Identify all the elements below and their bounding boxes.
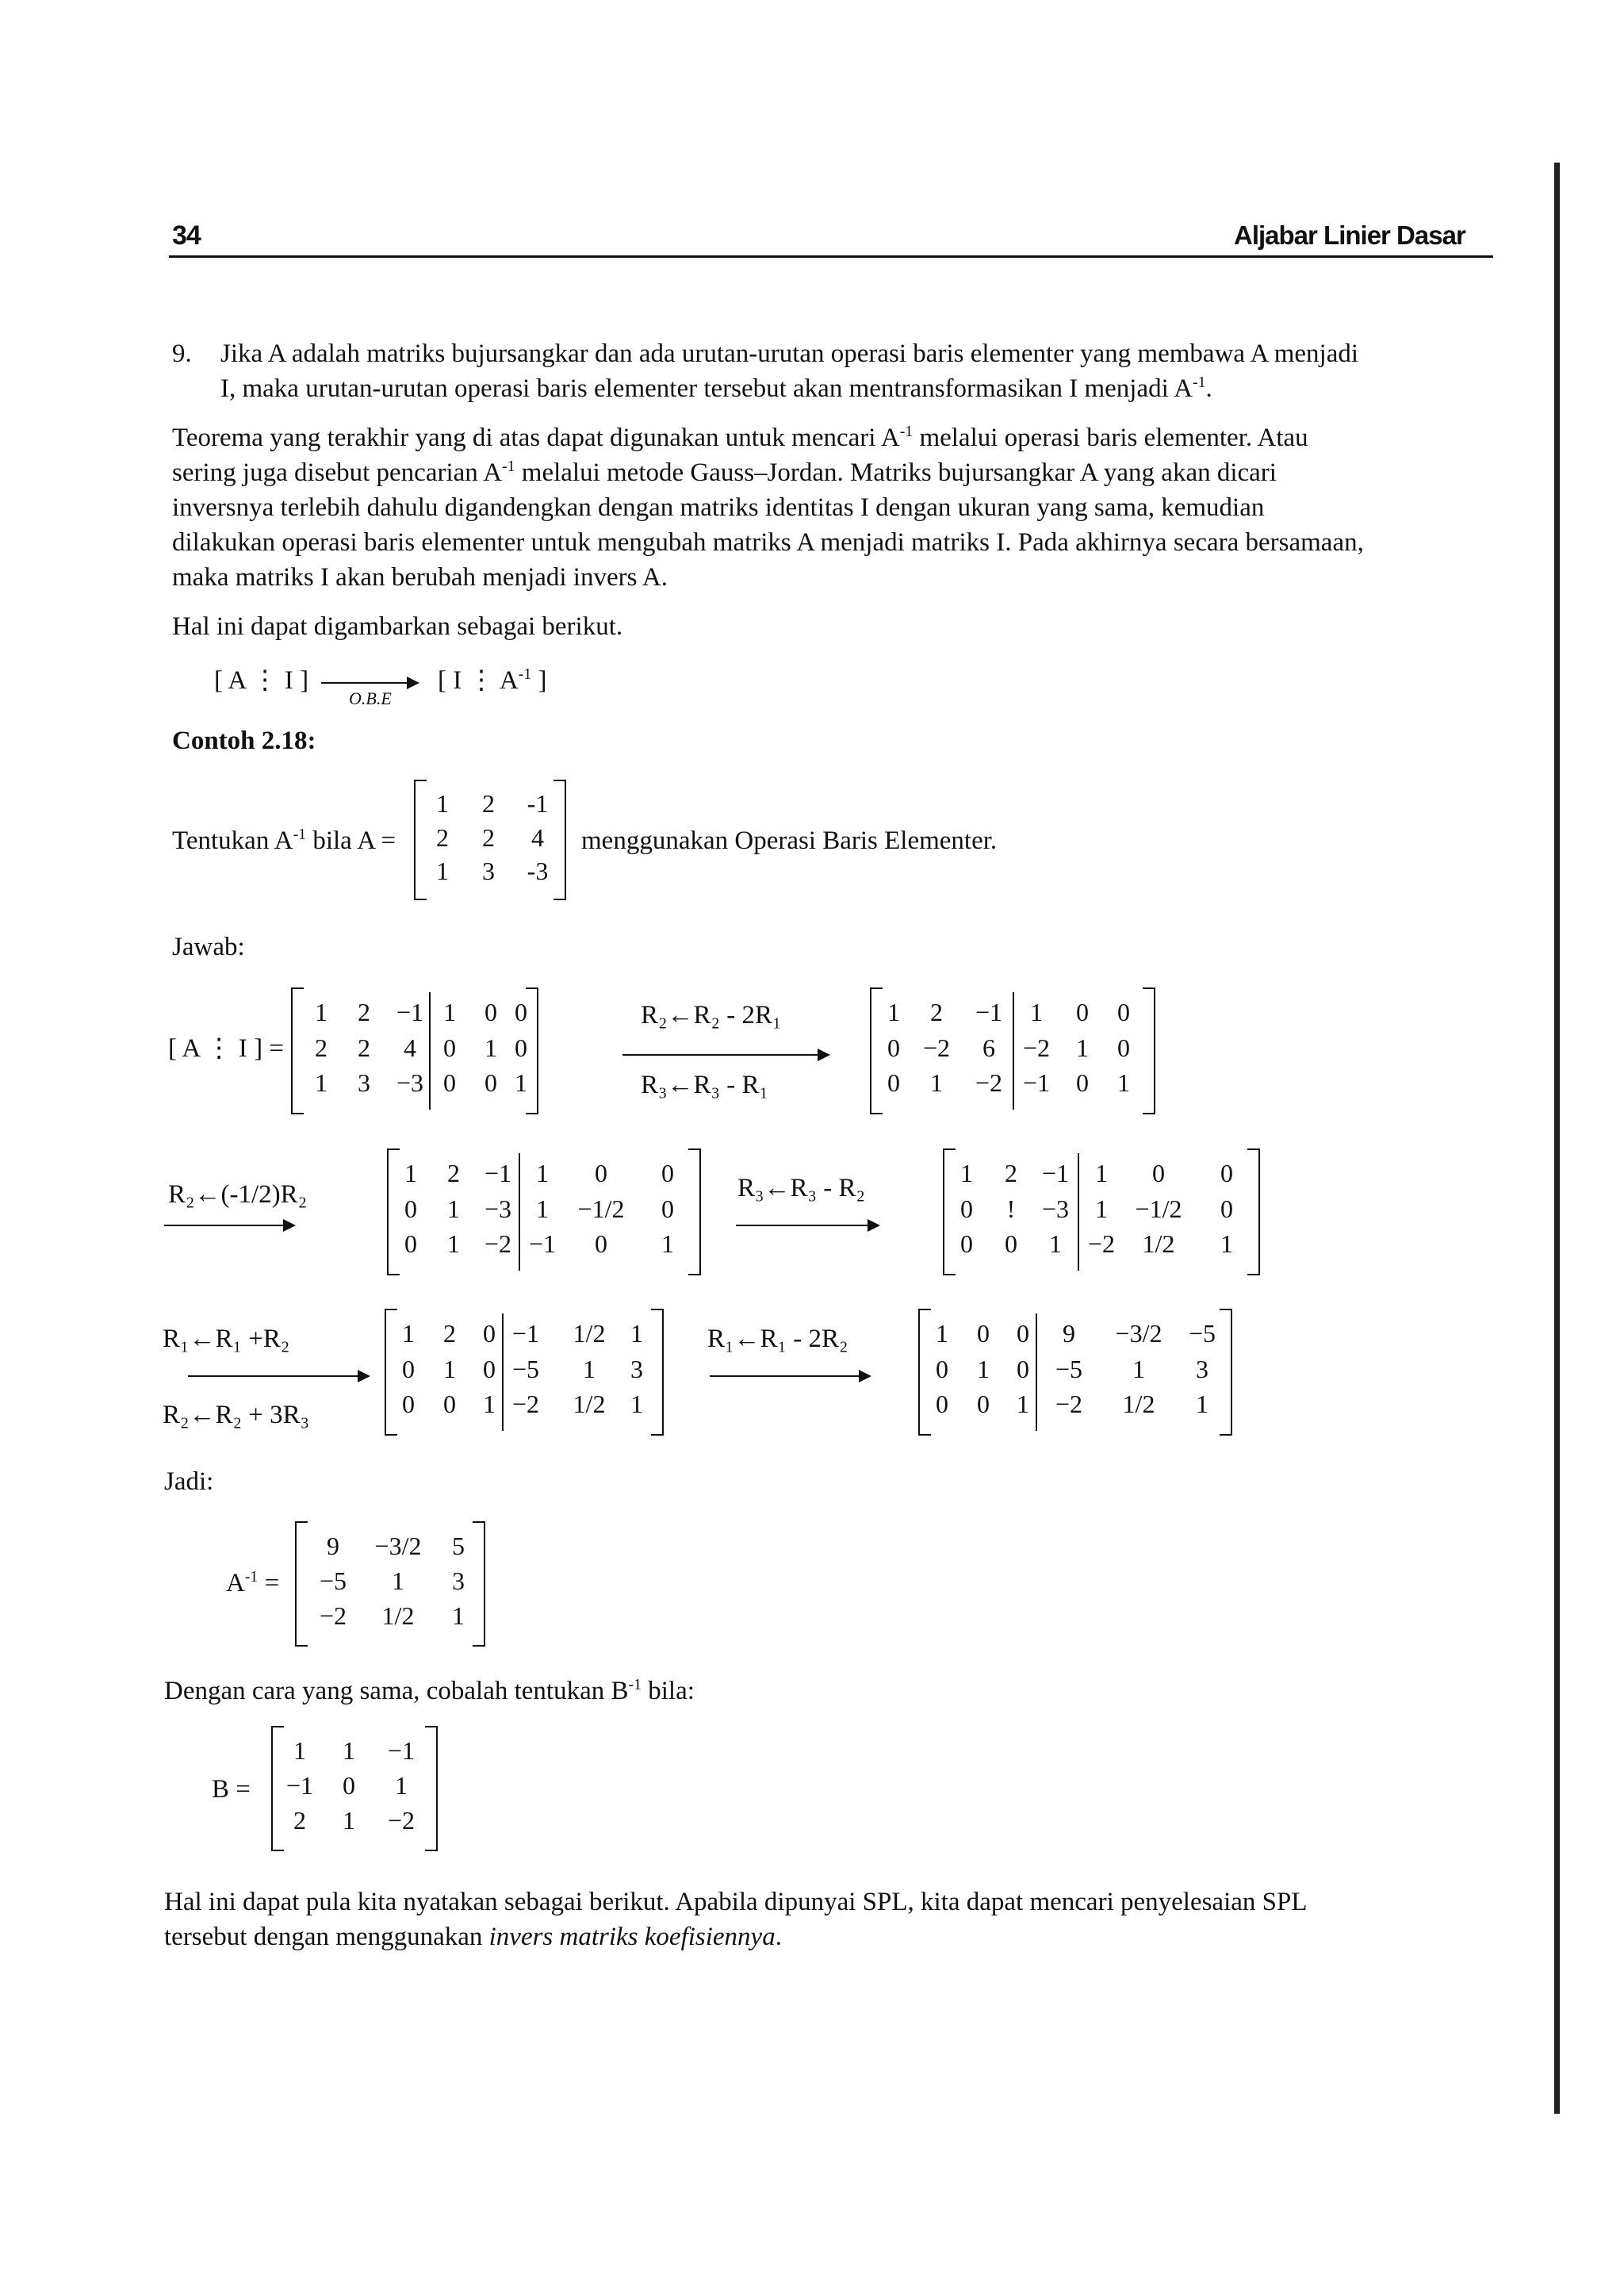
matrix-cell: 1 [583, 1354, 596, 1383]
matrix-b [271, 1726, 438, 1851]
matrix-cell: −3/2 [1115, 1318, 1162, 1348]
step4-arrow [188, 1375, 367, 1377]
exercise-text: Dengan cara yang sama, cobalah tentukan $B^{-1}$ bila: [164, 1676, 695, 1705]
matrix-cell: −1/2 [577, 1194, 625, 1223]
matrix-cell: 6 [982, 1033, 995, 1062]
matrix-cell: 0 [402, 1354, 415, 1383]
augmented-label: [ A ⋮ I ] = [168, 1034, 285, 1063]
matrix-cell: 2 [482, 789, 495, 819]
matrix-cell: 5 [452, 1531, 465, 1560]
matrix-cell: −2 [511, 1390, 540, 1419]
matrix-cell: −3 [396, 1068, 424, 1098]
matrix-cell: 3 [1196, 1354, 1208, 1383]
matrix-cell: −1 [387, 1735, 416, 1765]
matrix-cell: 2 [358, 1033, 370, 1062]
matrix-cell: 1 [1095, 1194, 1108, 1223]
scheme-right: [ I ⋮ $A^{-1}$ ] [438, 665, 547, 695]
inverse-matrix [295, 1521, 485, 1647]
inverse-label: $A^{-1}$ = [226, 1568, 280, 1597]
page-edge-shadow [1554, 163, 1560, 2114]
matrix-cell: 1 [447, 1229, 460, 1259]
matrix-cell: −1 [511, 1318, 540, 1348]
matrix-cell: 0 [1220, 1194, 1233, 1223]
matrix-cell: 1 [1095, 1158, 1108, 1187]
matrix-cell: 0 [887, 1068, 900, 1098]
page-number: 34 [172, 220, 201, 251]
matrix-cell: 1 [402, 1318, 415, 1348]
bracket-right [425, 1726, 438, 1851]
matrix-cell: 0 [1076, 997, 1089, 1026]
matrix-cell: −2 [975, 1068, 1003, 1098]
example-question-end: menggunakan Operasi Baris Elementer. [581, 826, 998, 855]
matrix-cell: 1 [1117, 1068, 1130, 1098]
matrix-cell: 1 [1049, 1229, 1062, 1259]
matrix-cell: −1/2 [1135, 1194, 1182, 1223]
theorem-text: Jika A adalah matriks bujursangkar dan ada urutan-urutan operasi baris elementer yang membawa A menjadi I, maka urutan-urutan operasi baris elementer tersebut akan mentransformasikan I menjadi $A^{-1}$. [220, 339, 1359, 403]
exercise-label: B = [212, 1775, 251, 1804]
matrix-cell: 0 [887, 1033, 900, 1062]
matrix-cell: 1/2 [1142, 1229, 1175, 1259]
matrix-cell: 2 [315, 1033, 327, 1062]
matrix-cell: 1 [630, 1390, 643, 1419]
matrix-cell: 2 [1005, 1158, 1017, 1187]
matrix-cell: 0 [1152, 1158, 1165, 1187]
matrix-a [414, 780, 566, 900]
theorem-number: 9. [172, 339, 192, 368]
augmented-matrix-step4 [385, 1309, 664, 1436]
matrix-cell: 2 [436, 822, 449, 852]
matrix-cell: −1 [396, 997, 424, 1026]
matrix-cell: -1 [527, 789, 549, 819]
matrix-cell: 1 [930, 1068, 943, 1098]
matrix-cell: 0 [404, 1229, 417, 1259]
matrix-cell: 1 [483, 1390, 496, 1419]
matrix-cell: 1 [536, 1194, 549, 1223]
matrix-cell: −1 [285, 1770, 314, 1800]
matrix-cell: ! [1006, 1194, 1016, 1223]
matrix-cell: 0 [936, 1354, 948, 1383]
matrix-cell: 0 [977, 1390, 990, 1419]
matrix-cell: 1 [515, 1068, 527, 1098]
matrix-cell: 1 [1076, 1033, 1089, 1062]
answer-label: Jawab: [172, 933, 245, 961]
matrix-cell: 0 [960, 1194, 973, 1223]
step1-arrow [622, 1054, 827, 1056]
matrix-cell: −1 [975, 997, 1003, 1026]
matrix-cell: 9 [1063, 1318, 1075, 1348]
matrix-cell: 0 [404, 1194, 417, 1223]
matrix-cell: 1 [404, 1158, 417, 1187]
matrix-cell: 1 [936, 1318, 948, 1348]
matrix-cell: 1 [436, 789, 449, 819]
matrix-cell: 0 [443, 1068, 456, 1098]
matrix-cell: −1 [1041, 1158, 1070, 1187]
matrix-cell: 1 [1220, 1229, 1233, 1259]
matrix-cell: 1 [630, 1318, 643, 1348]
matrix-cell: 0 [1005, 1229, 1017, 1259]
matrix-cell: 1 [661, 1229, 674, 1259]
matrix-cell: 1 [343, 1735, 355, 1765]
matrix-cell: 2 [443, 1318, 456, 1348]
matrix-cell: 0 [443, 1390, 456, 1419]
matrix-cell: 0 [485, 997, 497, 1026]
matrix-cell: 2 [482, 822, 495, 852]
matrix-cell: 0 [936, 1390, 948, 1419]
step3-op: R₃←R₃ - R₂ [737, 1174, 866, 1202]
augmented-matrix-step2 [387, 1148, 701, 1275]
matrix-cell: 4 [404, 1033, 416, 1062]
matrix-cell: 1 [536, 1158, 549, 1187]
matrix-cell: 2 [447, 1158, 460, 1187]
matrix-cell: −2 [484, 1229, 512, 1259]
matrix-cell: 0 [1076, 1068, 1089, 1098]
illustration-intro: Hal ini dapat digambarkan sebagai berikut. [172, 612, 623, 641]
matrix-cell: 0 [515, 997, 527, 1026]
step4-op-a: R₁←R₁ +R₂ [163, 1325, 290, 1353]
matrix-cell: −3 [484, 1194, 512, 1223]
matrix-cell: 0 [595, 1229, 607, 1259]
matrix-cell: 0 [1017, 1318, 1029, 1348]
matrix-cell: 0 [515, 1033, 527, 1062]
matrix-cell: 1 [887, 997, 900, 1026]
matrix-cell: 1 [343, 1806, 355, 1835]
matrix-cell: 1/2 [573, 1390, 606, 1419]
matrix-cell: 0 [1117, 1033, 1130, 1062]
matrix-cell: 0 [977, 1318, 990, 1348]
scheme-left: [ A ⋮ I ] [214, 666, 309, 695]
matrix-cell: 0 [661, 1194, 674, 1223]
matrix-cell: 0 [960, 1229, 973, 1259]
example-title: Contoh 2.18: [172, 727, 316, 755]
matrix-cell: 1 [1030, 997, 1043, 1026]
matrix-cell: 0 [402, 1390, 415, 1419]
matrix-cell: 1 [443, 997, 456, 1026]
matrix-cell: 2 [930, 997, 943, 1026]
step2-arrow [164, 1225, 293, 1226]
matrix-cell: 0 [1117, 997, 1130, 1026]
matrix-cell: −2 [387, 1806, 416, 1835]
step5-arrow [710, 1375, 868, 1377]
bracket-left [295, 1521, 308, 1647]
matrix-cell: 1 [960, 1158, 973, 1187]
scheme-arrow-label: O.B.E [349, 688, 392, 708]
matrix-cell: 0 [483, 1318, 496, 1348]
explanation-paragraph: Teorema yang terakhir yang di atas dapat digunakan untuk mencari $A^{-1}$ melalui operasi baris elementer. Atau sering juga disebut pencarian $A^{-1}$ melalui metode Gauss–Jordan. Matriks bujursangkar A yang akan dicari inversnya terlebih dahulu digandengkan dengan matriks identitas I dengan ukuran yang sama, kemudian dilakukan operasi baris elementer untuk mengubah matriks A menjadi matriks I. Pada akhirnya secara bersamaan, maka matriks I akan berubah menjadi invers A. [172, 423, 1364, 592]
matrix-cell: −2 [1055, 1390, 1083, 1419]
matrix-cell: 1/2 [381, 1601, 415, 1631]
matrix-cell: 1 [443, 1354, 456, 1383]
matrix-cell: 1 [293, 1735, 306, 1765]
matrix-cell: 1 [485, 1033, 497, 1062]
matrix-cell: −2 [1087, 1229, 1116, 1259]
matrix-cell: −3 [1041, 1194, 1070, 1223]
matrix-cell: 1 [977, 1354, 990, 1383]
matrix-cell: 1 [1132, 1354, 1145, 1383]
jadi-label: Jadi: [164, 1467, 214, 1496]
matrix-cell: 0 [1017, 1354, 1029, 1383]
matrix-cell: 0 [595, 1158, 607, 1187]
matrix-cell: 1 [447, 1194, 460, 1223]
matrix-cell: 3 [358, 1068, 370, 1098]
matrix-cell: 1 [392, 1566, 404, 1595]
matrix-cell: −5 [319, 1566, 347, 1595]
matrix-cell: 3 [630, 1354, 643, 1383]
matrix-cell: −3/2 [374, 1531, 422, 1560]
header-rule [169, 255, 1493, 258]
matrix-cell: 1 [452, 1601, 465, 1631]
matrix-cell: 0 [443, 1033, 456, 1062]
matrix-cell: 1/2 [573, 1318, 606, 1348]
scheme-arrow [321, 682, 416, 684]
matrix-cell: 2 [293, 1806, 306, 1835]
matrix-cell: 0 [485, 1068, 497, 1098]
augmented-matrix-step3 [943, 1148, 1260, 1275]
augmented-matrix-step1 [870, 987, 1155, 1114]
matrix-cell: 0 [483, 1354, 496, 1383]
matrix-cell: −2 [1022, 1033, 1051, 1062]
step3-arrow [736, 1225, 877, 1226]
matrix-cell: 3 [452, 1566, 465, 1595]
matrix-cell: 9 [327, 1531, 339, 1560]
step1-op-b: R₃←R₃ - R₁ [641, 1071, 769, 1099]
matrix-cell: 1/2 [1122, 1390, 1155, 1419]
matrix-cell: 0 [1220, 1158, 1233, 1187]
closing-paragraph: Hal ini dapat pula kita nyatakan sebagai berikut. Apabila dipunyai SPL, kita dapat mencari penyelesaian SPL tersebut dengan menggunakan invers matriks koefisiennya. [164, 1888, 1308, 1951]
matrix-cell: 4 [531, 822, 544, 852]
matrix-cell: −2 [319, 1601, 347, 1631]
matrix-cell: 3 [482, 857, 495, 886]
matrix-cell: −1 [1022, 1068, 1051, 1098]
matrix-cell: 1 [436, 857, 449, 886]
step2-op: R₂←(-1/2)R₂ [168, 1180, 308, 1209]
matrix-cell: −5 [1188, 1318, 1216, 1348]
augmented-matrix-final [918, 1309, 1232, 1436]
matrix-cell: 1 [315, 1068, 327, 1098]
step5-op: R₁←R₁ - 2R₂ [707, 1325, 848, 1353]
matrix-cell: 1 [1196, 1390, 1208, 1419]
matrix-cell: −1 [484, 1158, 512, 1187]
matrix-cell: −5 [511, 1354, 540, 1383]
augmented-matrix-initial [291, 987, 538, 1114]
step1-op-a: R₂←R₂ - 2R₁ [641, 1001, 782, 1030]
matrix-cell: -3 [527, 857, 549, 886]
matrix-cell: −2 [922, 1033, 951, 1062]
matrix-cell: −5 [1055, 1354, 1083, 1383]
matrix-cell: −1 [528, 1229, 557, 1259]
matrix-cell: 0 [343, 1770, 355, 1800]
matrix-cell: 1 [315, 997, 327, 1026]
step4-op-b: R₂←R₂ + 3R₃ [163, 1401, 310, 1429]
book-title: Aljabar Linier Dasar [1234, 220, 1465, 250]
matrix-cell: 0 [661, 1158, 674, 1187]
matrix-cell: 1 [395, 1770, 408, 1800]
matrix-cell: 2 [358, 997, 370, 1026]
example-question: Tentukan $A^{-1}$ bila A = [172, 826, 396, 855]
matrix-cell: 1 [1017, 1390, 1029, 1419]
